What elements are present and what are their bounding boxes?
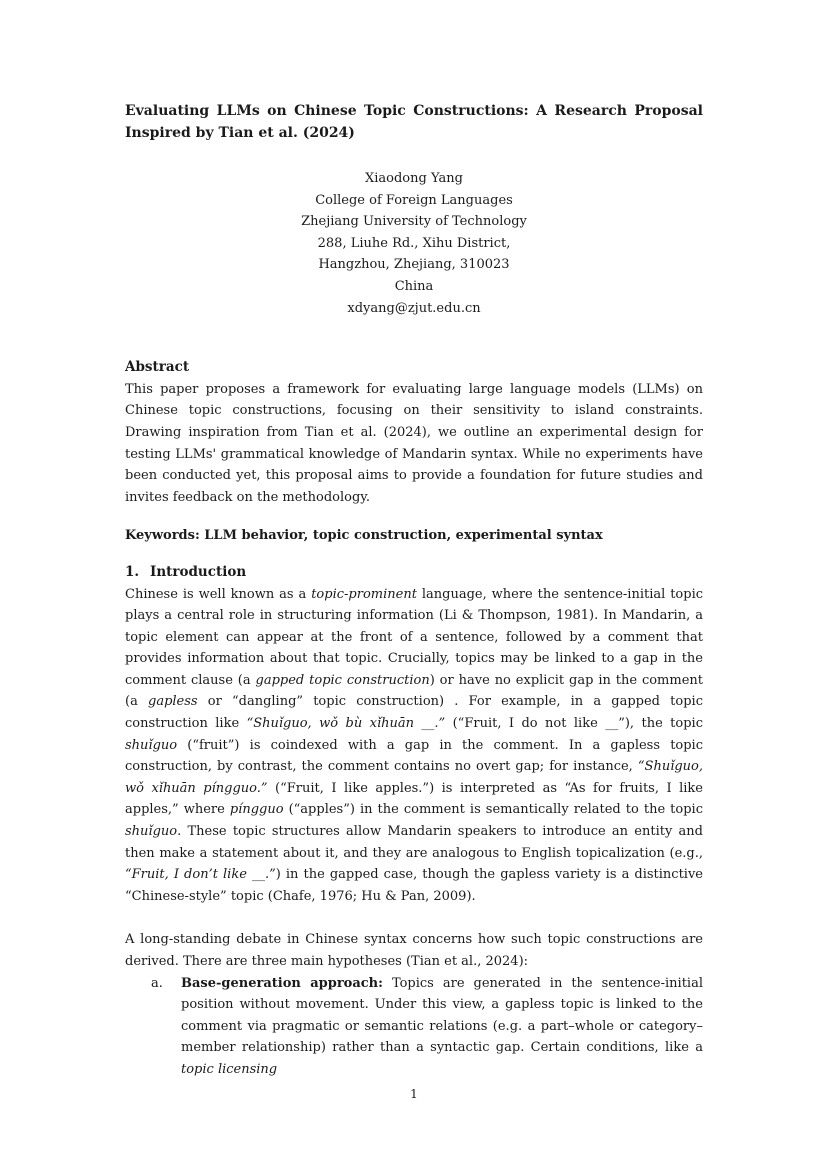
author-email: xdyang@zjut.edu.cn (347, 300, 481, 316)
list-marker: a. (151, 975, 163, 991)
author-university: Zhejiang University of Technology (301, 214, 527, 230)
author-city: Hangzhou, Zhejiang, 310023 (318, 257, 510, 273)
intro-p1-run: gapless (148, 694, 198, 710)
intro-p1-run: (“Fruit, I do not like __”), the topic (445, 716, 703, 732)
intro-p1-run: Chinese is well known as a (125, 586, 312, 602)
intro-p1-run: (“fruit”) is coindexed with a gap in the comment. In a gapless topic construction, by contrast, the comment contains no overt gap; for instance, (125, 737, 703, 775)
intro-p1-run: topic-prominent (311, 586, 417, 602)
intro-paragraph-2: A long-standing debate in Chinese syntax concerns how such topic constructions are derived. There are three main hypotheses (Tian et al., 2024): (125, 932, 703, 969)
intro-p1-run: ) in the gapped case, though the gapless variety is a distinctive “Chinese-style” topic (Chafe, 1976; Hu & Pan, 2009). (125, 867, 703, 904)
intro-p1-run: “Fruit, I don’t like __.” (125, 867, 276, 883)
abstract-heading: Abstract (125, 359, 190, 376)
intro-p1-run: “Shuǐguo, wǒ xǐhuān píngguo.” (125, 759, 703, 796)
intro-p1-run: gapped topic construction (255, 672, 430, 688)
page-number: 1 (410, 1087, 418, 1101)
author-street: 288, Liuhe Rd., Xihu District, (317, 235, 511, 251)
keywords: Keywords: LLM behavior, topic construction, experimental syntax (125, 528, 603, 544)
intro-p1-run: píngguo (229, 802, 284, 818)
list-item-run: Topics are generated in the sentence-initial position without movement. Under this view, a gapless topic is linked to the comment via pragmatic or semantic relations (e.g. a part–whole or category–member relationship) rather than a syntactic gap. Certain conditions, like a (181, 975, 703, 1056)
author-country: China (394, 278, 434, 294)
hypothesis-list (125, 973, 703, 1081)
intro-p1-run: shuǐguo (125, 737, 178, 753)
list-item (125, 973, 703, 1081)
paper-page (125, 100, 703, 1081)
intro-p1-run: shuǐguo (125, 824, 178, 840)
intro-heading-text: Introduction (150, 563, 247, 580)
intro-heading (125, 562, 703, 584)
author-affiliation: College of Foreign Languages (315, 192, 513, 208)
list-item-run: topic licensing (181, 1061, 278, 1077)
intro-section-number: 1. (125, 563, 140, 580)
intro-p1-run: (“Fruit, I like apples.”) is interpreted as “As for fruits, I like apples,” where (125, 780, 703, 818)
author-block (125, 168, 703, 319)
intro-paragraph-1 (125, 584, 703, 908)
list-item-body (181, 973, 703, 1081)
intro-p1-run: language, where the sentence-initial topic plays a central role in structuring information (Li & Thompson, 1981). In Mandarin, a topic element can appear at the front of a sentence, followed by a comment that provides information about that topic. Crucially, topics may be linked to a gap in the comment clause (a (125, 586, 704, 688)
abstract-text: This paper proposes a framework for evaluating large language models (LLMs) on Chinese topic constructions, focusing on their sensitivity to island constraints. Drawing inspiration from Tian et al. (2024), we outline an experimental design for testing LLMs' grammatical knowledge of Mandarin syntax. While no experiments have been conducted yet, this proposal aims to provide a foundation for future studies and invites feedback on the methodology. (125, 381, 703, 505)
intro-p1-run: ) or have no explicit gap in the comment (a (125, 672, 703, 710)
intro-p1-run: or “dangling” topic construction) . For example, in a gapped topic construction like (125, 694, 703, 732)
intro-p1-run: (“apples”) in the comment is semantically related to the topic (283, 802, 703, 818)
intro-p1-run: . These topic structures allow Mandarin speakers to introduce an entity and then make a statement about it, and they are analogous to English topicalization (e.g., (125, 824, 703, 861)
author-name: Xiaodong Yang (365, 171, 463, 186)
list-item-run: Base-generation approach: (181, 975, 383, 991)
intro-p1-run: “Shuǐguo, wǒ bù xǐhuān __.” (246, 716, 446, 732)
paper-title: Evaluating LLMs on Chinese Topic Constructions: A Research Proposal Inspired by Tian et al. (2024) (125, 103, 703, 141)
